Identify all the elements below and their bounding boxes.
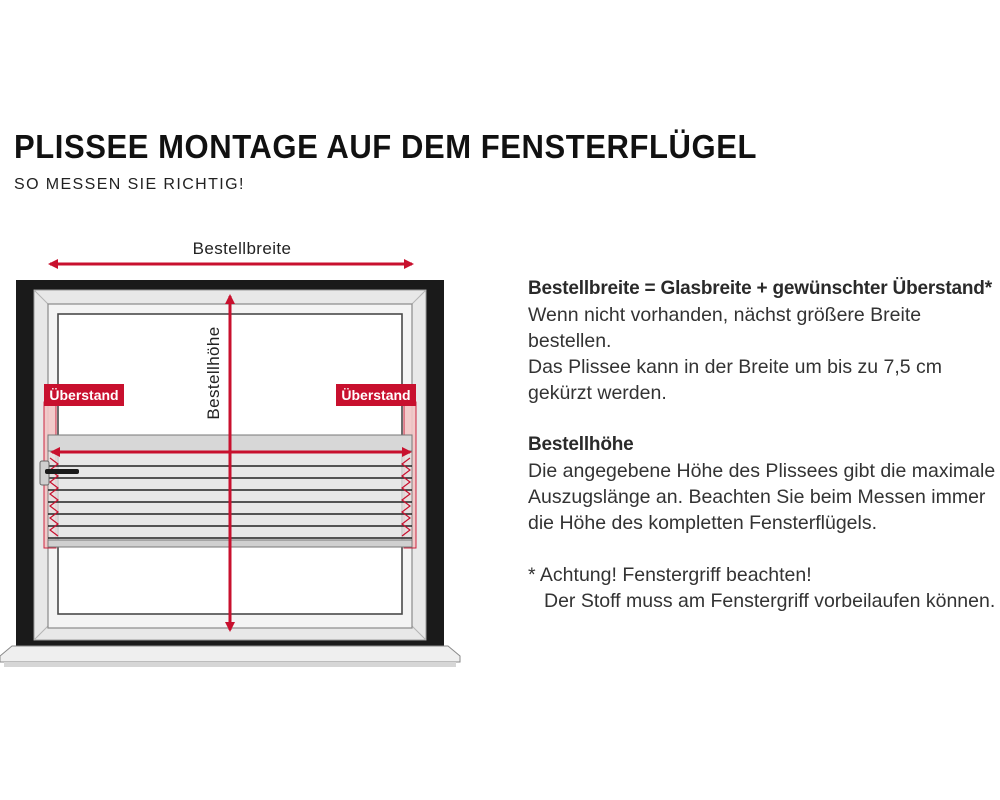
page-subtitle: SO MESSEN SIE RICHTIG! <box>14 176 245 193</box>
svg-text:Überstand: Überstand <box>49 387 119 403</box>
overlap-badge-left <box>44 384 124 406</box>
measurement-instructions <box>528 276 998 614</box>
page-title: PLISSEE MONTAGE AUF DEM FENSTERFLÜGEL <box>14 128 757 165</box>
height-label: Bestellhöhe <box>204 326 223 420</box>
handle-warning-detail: Der Stoff muss am Fenstergriff vorbeilaufen können. <box>544 590 996 612</box>
height-text: Die angegebene Höhe des Plissees gibt die maximale Auszugslänge an. Beachten Sie beim Messen immer die Höhe des kompletten Fensterflügels. <box>528 460 996 534</box>
overlap-badge-right <box>336 384 416 406</box>
window-measurement-diagram <box>0 0 470 800</box>
height-heading: Bestellhöhe <box>528 434 634 455</box>
window-sill <box>0 646 460 662</box>
window-sill-edge <box>4 662 456 667</box>
width-text-2: Das Plissee kann in der Breite um bis zu 7,5 cm gekürzt werden. <box>528 356 943 404</box>
width-text-1: Wenn nicht vorhanden, nächst größere Breite bestellen. <box>528 304 922 352</box>
width-heading: Bestellbreite = Glasbreite + gewünschter Überstand* <box>528 278 992 299</box>
width-label: Bestellbreite <box>192 239 292 258</box>
svg-text:Überstand: Überstand <box>341 387 411 403</box>
handle-warning: * Achtung! Fenstergriff beachten! <box>528 564 812 586</box>
